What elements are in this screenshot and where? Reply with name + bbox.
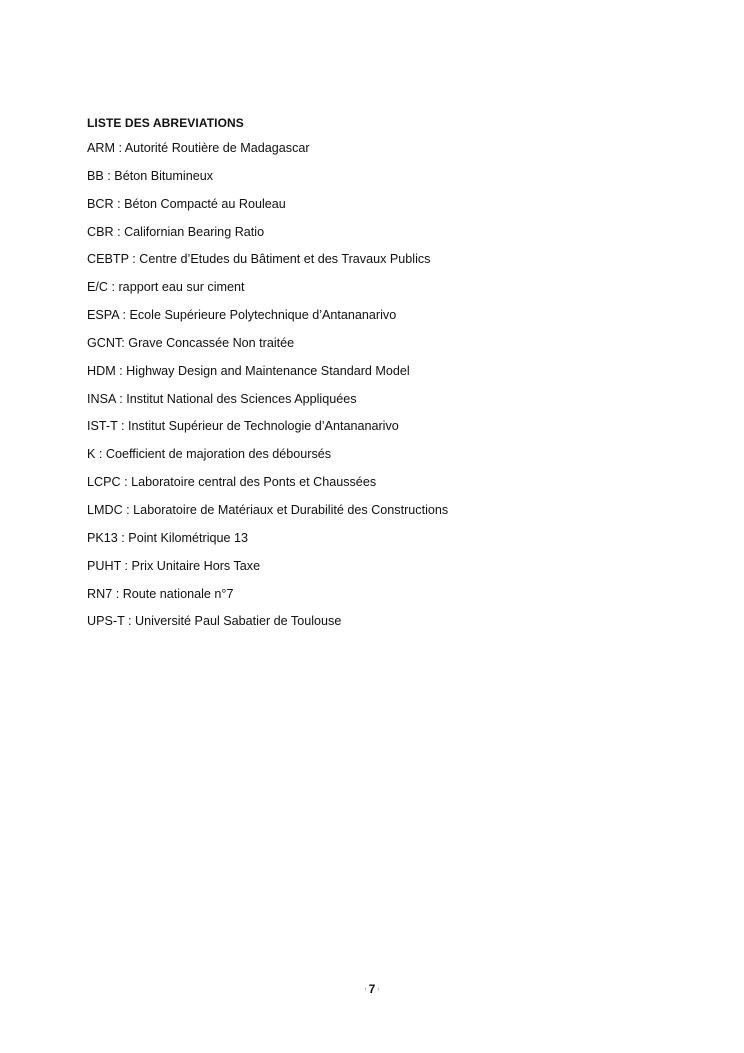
abbreviation-item: BB : Béton Bitumineux (87, 168, 214, 183)
abbreviation-item: UPS-T : Université Paul Sabatier de Toulouse (87, 614, 342, 629)
abbreviation-item: CEBTP : Centre d’Etudes du Bâtiment et des Travaux Publics (87, 252, 431, 267)
abbreviation-item: PUHT : Prix Unitaire Hors Taxe (87, 558, 261, 573)
page-footer (0, 981, 744, 998)
page-number: 7 (368, 982, 376, 996)
abbreviation-item: IST-T : Institut Supérieur de Technologie d’Antananarivo (87, 419, 399, 434)
abbreviation-item: GCNT: Grave Concassée Non traitée (87, 335, 295, 350)
abbreviation-item: PK13 : Point Kilométrique 13 (87, 530, 249, 545)
abbreviation-item: RN7 : Route nationale n°7 (87, 586, 234, 601)
abbreviation-item: LMDC : Laboratoire de Matériaux et Durabilité des Constructions (87, 502, 449, 517)
abbreviation-item: K : Coefficient de majoration des déboursés (87, 447, 332, 462)
abbreviation-item: BCR : Béton Compacté au Rouleau (87, 196, 286, 211)
abbreviation-item: HDM : Highway Design and Maintenance Standard Model (87, 363, 410, 378)
page-number-right-mark: › (377, 985, 380, 993)
abbreviation-item: ESPA : Ecole Supérieure Polytechnique d’Antananarivo (87, 308, 397, 323)
abbreviation-item: LCPC : Laboratoire central des Ponts et Chaussées (87, 475, 377, 490)
page-number-left-mark: ‹ (364, 985, 367, 993)
abbreviation-item: INSA : Institut National des Sciences Appliquées (87, 391, 357, 406)
abbreviation-item: E/C : rapport eau sur ciment (87, 280, 245, 295)
abbreviation-item: CBR : Californian Bearing Ratio (87, 224, 265, 239)
abbreviation-item: ARM : Autorité Routière de Madagascar (87, 141, 310, 155)
abbreviation-list (87, 139, 448, 640)
section-title: LISTE DES ABREVIATIONS (87, 116, 244, 130)
